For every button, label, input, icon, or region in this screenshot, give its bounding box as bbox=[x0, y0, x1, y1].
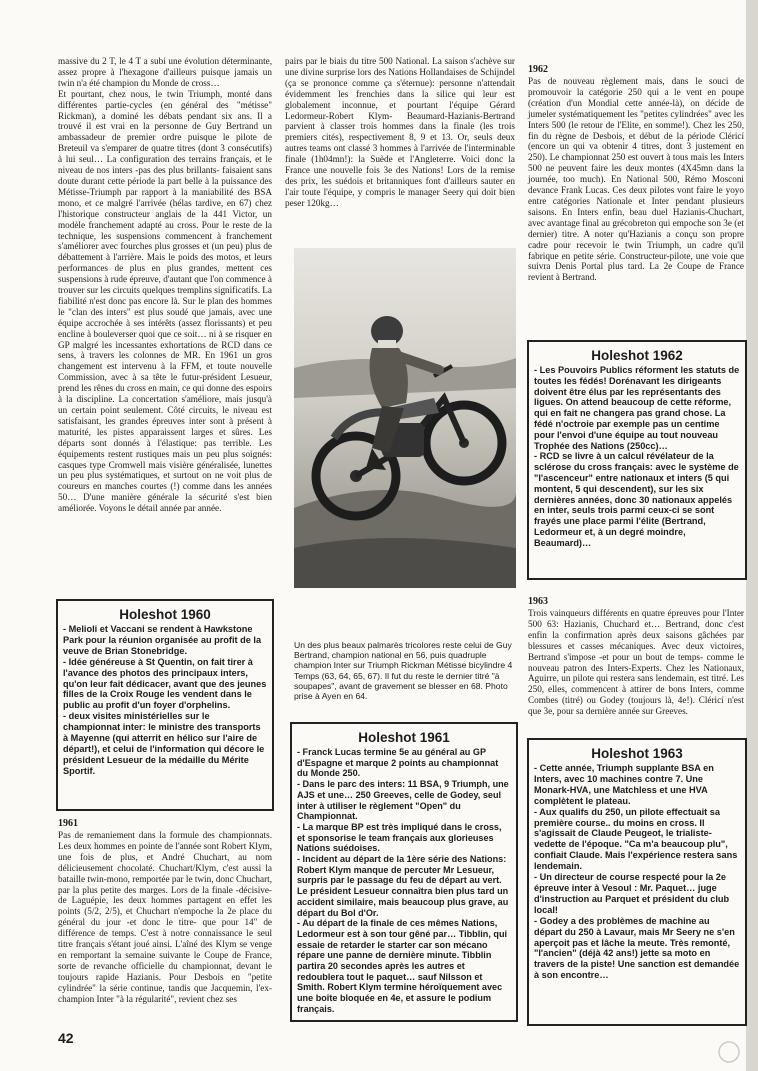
photo-caption-block bbox=[294, 640, 516, 701]
section-1963 bbox=[528, 596, 744, 717]
holeshot-1962-title: Holeshot 1962 bbox=[591, 348, 683, 363]
section-1961 bbox=[58, 818, 272, 1005]
year-1962-title: 1962 bbox=[528, 64, 548, 75]
year-1961-title: 1961 bbox=[58, 818, 78, 829]
page-number: 42 bbox=[58, 1030, 74, 1046]
holeshot-1963-title: Holeshot 1963 bbox=[591, 746, 683, 761]
photo-caption: Un des plus beaux palmarès tricolores reste celui de Guy Bertrand, champion national en 56, puis quadruple champion Inter sur Triumph Rickman Métisse bicylindre 4 Temps (63, 64, 65, 67). Il fut du reste le dernier titré "à soupapes", avant de gravement se blesser en 68. Photo prise à Ayen en 64. bbox=[294, 640, 513, 702]
page-binding-edge bbox=[746, 0, 758, 1071]
holeshot-1961-box bbox=[290, 722, 518, 1022]
column-left bbox=[58, 56, 272, 514]
holeshot-1963-body: - Cette année, Triumph supplante BSA en Inters, avec 10 machines contre 7. Une Monark-HVA, une Matchless et une HVA complètent le plateau. - Aux qualifs du 250, un pilote effectuait sa première course.. du moins en cross. Il s'agissait de Claude Peugeot, le trialiste-vedette de l'époque. "Ca m'a beaucoup plu", confiait Claude. Mais l'expérience restera sans lendemain. - Un directeur de course respecté pour la 2e épreuve inter à Vesoul : Mr. Paquet… juge d'instruction au Parquet et président du club local! - Godey a des problèmes de machine au départ du 250 à Lavaur, mais Mr Seery ne s'en aperçoit pas et lâche la meute. Très remonté, "l'ancien" (déjà 42 ans!) jette sa moto en travers de la piste! Une sanction est demandée à son encontre… bbox=[534, 763, 740, 981]
column-right bbox=[528, 64, 744, 283]
holeshot-1962-box bbox=[527, 340, 747, 580]
motocross-rider-photo bbox=[294, 248, 516, 588]
holeshot-1960-box bbox=[56, 599, 274, 811]
year-1961-body: Pas de remaniement dans la formule des championnats. Les deux hommes en pointe de l'année sont Robert Klym, une fois de plus, et André Chuchart, au nom délicieusement chocolaté. Chuchart/Klym, c'est aussi la bataille twin-mono, remportée par le twin, donc Chuchart, par la plus petite des marges. Lors de la finale -décisive- de Laguépie, les deux hommes partagent en effet les points (5/2, 2/5), et Chuchart n'empoche la 2e place du général du jour -et donc le titre- que pour 14" de différence de temps. C'est à notre connaissance le seul titre français s'étant joué ainsi. L'aîné des Klym se venge en remportant la semaine suivante le Coupe de France, sorte de revanche officielle du championnat, devant le toujours rapide Hazianis. Pour Desbois en "petite cylindrée" la série continue, tandis que Jacquemin, l'ex-champion Inter "à la régularité", revient chez ses bbox=[58, 830, 272, 1004]
year-1962-body: Pas de nouveau règlement mais, dans le souci de promouvoir la catégorie 250 qui a le vent en poupe (création d'un Mondial cette année-là), on décide de jumeler systématiquement les "petites cylindrées" avec les Inters 500 (le retour de l'Elite, en somme!). Chez les 250, fin du règne de Desbois, et début de la période Cléricí (encore un qui va obtenir 4 titres, dont 3 justement en 250). Le championnat 250 est ouvert à tous mais les Inters 500 ne peuvent faire les deux montes (4X45mn dans la journée, too much). En National 500, Rémo Mosconi devance Frank Lucas. Ces deux pilotes vont faire le yoyo entre catégories Nationale et Inter pendant plusieurs saisons. En Inters enfin, beau duel Hazianis-Chuchart, avec avantage final au grécobreton qui empoche son 3e (et dernier) titre. A noter qu'Hazianis a conçu son propre cadre pour recevoir le twin Triumph, un cadre qu'il fabrique en petite série. Constructeur-pilote, une voie que suivra Denis Portal plus tard. La 2e Coupe de France revient à Bertrand. bbox=[528, 76, 744, 283]
holeshot-1961-title: Holeshot 1961 bbox=[358, 730, 450, 745]
rider-photo bbox=[294, 248, 516, 588]
year-1963-body: Trois vainqueurs différents en quatre épreuves pour l'Inter 500 63: Hazianis, Chuchard et… Bertrand, donc c'est enfin la confirmation après deux saisons gâchées par blessures et casses mécaniques. Avec deux victoires, Bertrand s'impose -et pour un bout de temps- comme le nouveau patron des Inters-Experts. Chez les Nationaux, Aguirre, un pilote qui restera sans lendemain, est titré. Les 250, elles, commencent à attirer de bons Inters, comme Combes (titré) ou Godey (toujours là, 4e!). Cléricí n'est que 3e, pour sa dernière année sur Greeves. bbox=[528, 608, 744, 717]
holeshot-1963-box bbox=[527, 738, 747, 1026]
intro-text: massive du 2 T, le 4 T a subi une évolution déterminante, assez propre à l'hexagone d'ailleurs puisque jamais un twin n'a été champion du Monde de cross… Et pourtant, chez nous, le twin Triumph, monté dans différentes partie-cycles (en général des "métisse" Rickman), a dominé les débats pendant six ans. Il a trouvé il est vrai en la personne de Guy Bertrand un ambassadeur de premier ordre puisque le pilote de Breteuil va s'emparer de quatre titres (dont 3 consécutifs) à lui seul… La configuration des terrains français, et le niveau de nos inters -pas des plus brillants- faisaient sans doute durant cette période la part belle à la puissance des Métisse-Triumph par rapport à la maniabilité des BSA mono, et ce malgré l'arrivée (hélas tardive, en 67) chez l'historique constructeur anglais de la 441 Victor, un modèle franchement adapté au cross. Pour le reste de la technique, les suspensions commencent à franchement s'améliorer avec fourches plus grosses et (un peu) plus de débattement à l'arrière. Mais le poids des motos, et leurs performances de plus en plus grandes, mettent ces suspensions à rude épreuve, d'autant que l'on commence à trouver sur les circuits quelques tremplins significatifs. La fiabilité n'est donc pas encore là. Sur le plan des hommes le "clan des inters" est plus soudé que jamais, avec une équipe accrochée à ses intérêts (assez florissants) et peu encline à bouleverser quoi que ce soit… ni à se risquer en GP malgré les incessantes exhortations de RCD dans ce sens, à travers les colonnes de MR. En 1961 un gros changement est intervenu à la FFM, et toute nouvelle Commission, avec à sa tête le futur-président Lesueur, prend les rênes du cross en main, ce qui donne des espoirs à la discipline. La concertation s'améliore, mais jusqu'à un certain point seulement. Côté circuits, le niveau est satisfaisant, les grandes épreuves inter sont à présent à maturité, les pistes apparaissent larges et sûres. Les départs sont donnés à l'élastique: pas terrible. Les équipements restent rustiques mais un peu plus soignés: casques type Cromwell mais visière généralisée, lunettes un peu plus systématiques, et surtout on ne voit plus de coureurs en manches courtes (!) comme dans les années 50… D'une manière générale la sécurité s'est bien améliorée. Voyons le détail année par année. bbox=[58, 56, 272, 514]
year-1963-title: 1963 bbox=[528, 596, 548, 607]
holeshot-1962-body: - Les Pouvoirs Publics réforment les statuts de toutes les fédés! Dorénavant les dirigeants doivent être élus par les représentants des ligues. On attend beaucoup de cette réforme, qui en fait ne changera pas grand chose. La fédé n'octroie par exemple pas un centime pour l'envoi d'une équipe au tout nouveau Trophée des Nations (250cc)… - RCD se livre à un calcul révélateur de la sclérose du cross français: avec le système de "l'ascenceur" entre nationaux et inters (5 qui montent, 5 qui descendent), sur les six dernières années, donc 30 nationaux appelés en inter, seuls trois parmi ceux-ci se sont frayés une place parmi l'élite (Bertrand, Ledormeur et, à un degré moindre, Beaumard)… bbox=[534, 365, 740, 548]
holeshot-1960-title: Holeshot 1960 bbox=[119, 607, 211, 622]
column-middle bbox=[285, 56, 515, 209]
column-middle-text: pairs par le biais du titre 500 National. La saison s'achève sur une divine surprise lors des Nations Hollandaises de Schijndel (ça se prononce comme ça s'éternue): personne n'attendait évidemment les frenchies dans la silice qui leur est globalement inconnue, et pourtant l'équipe Gérard Ledormeur-Robert Klym- Beaumard-Hazianis-Bertrand parvient à classer trois hommes dans la finale (les trois premiers cités), respectivement 8, 9 et 13. Or, seuls deux autres teams ont classé 3 hommes à l'arrivée de l'interminable finale (1h04mn!): la Suède et l'Angleterre. Voici donc la France une nouvelle fois 3e des Nations! Lors de la remise des prix, les suédois et britanniques font d'ailleurs sauter en l'air toute l'équipe, y compris le manager Seery qui doit bien peser 120kg… bbox=[285, 56, 515, 208]
holeshot-1961-body: - Franck Lucas termine 5e au général au GP d'Espagne et marque 2 points au championnat du Monde 250. - Dans le parc des inters: 11 BSA, 9 Triumph, une AJS et une… 250 Greeves, celle de Godey, seul inter à utiliser le règlement "Open" du Championnat. - La marque BP est très impliqué dans le cross, et sponsorise le team français aux glorieuses Nations suédoises. - Incident au départ de la 1ère série des Nations: Robert Klym manque de percuter Mr Lesueur, surpris par le passage du feu de départ au vert. Le président Lesueur connaîtra bien plus tard un accident similaire, mais beaucoup plus grave, au départ du Bol d'Or. - Au départ de la finale de ces mêmes Nations, Ledormeur est à son tour gêné par… Tibblin, qui essaie de retarder le starter car son mécano répare une panne de dernière minute. Tibblin partira 20 secondes après les autres et redoublera tout le paquet… sauf Nilsson et Smith. Robert Klym termine héroïquement avec une boîte bloquée en 4e, et assure le podium français. bbox=[297, 747, 509, 1014]
holeshot-1960-body: - Melioli et Vaccani se rendent à Hawkstone Park pour la réunion organisée au profit de la veuve de Brian Stonebridge. - Idée généreuse à St Quentin, on fait tirer à l'avance des photos des principaux inters, qu'on leur fait dédicacer, avant que des jeunes filles de la Croix Rouge les vendent dans le public au profit d'un foyer d'orphelins. - deux visites ministérielles sur le championnat inter: le ministre des transports à Mayenne (qui atterrit en hélico sur l'aire de départ!), et celui de l'information qui décore le président Lesueur de la médaille du Mérite Sportif. bbox=[63, 624, 267, 776]
corner-stamp-mark bbox=[712, 1040, 746, 1064]
